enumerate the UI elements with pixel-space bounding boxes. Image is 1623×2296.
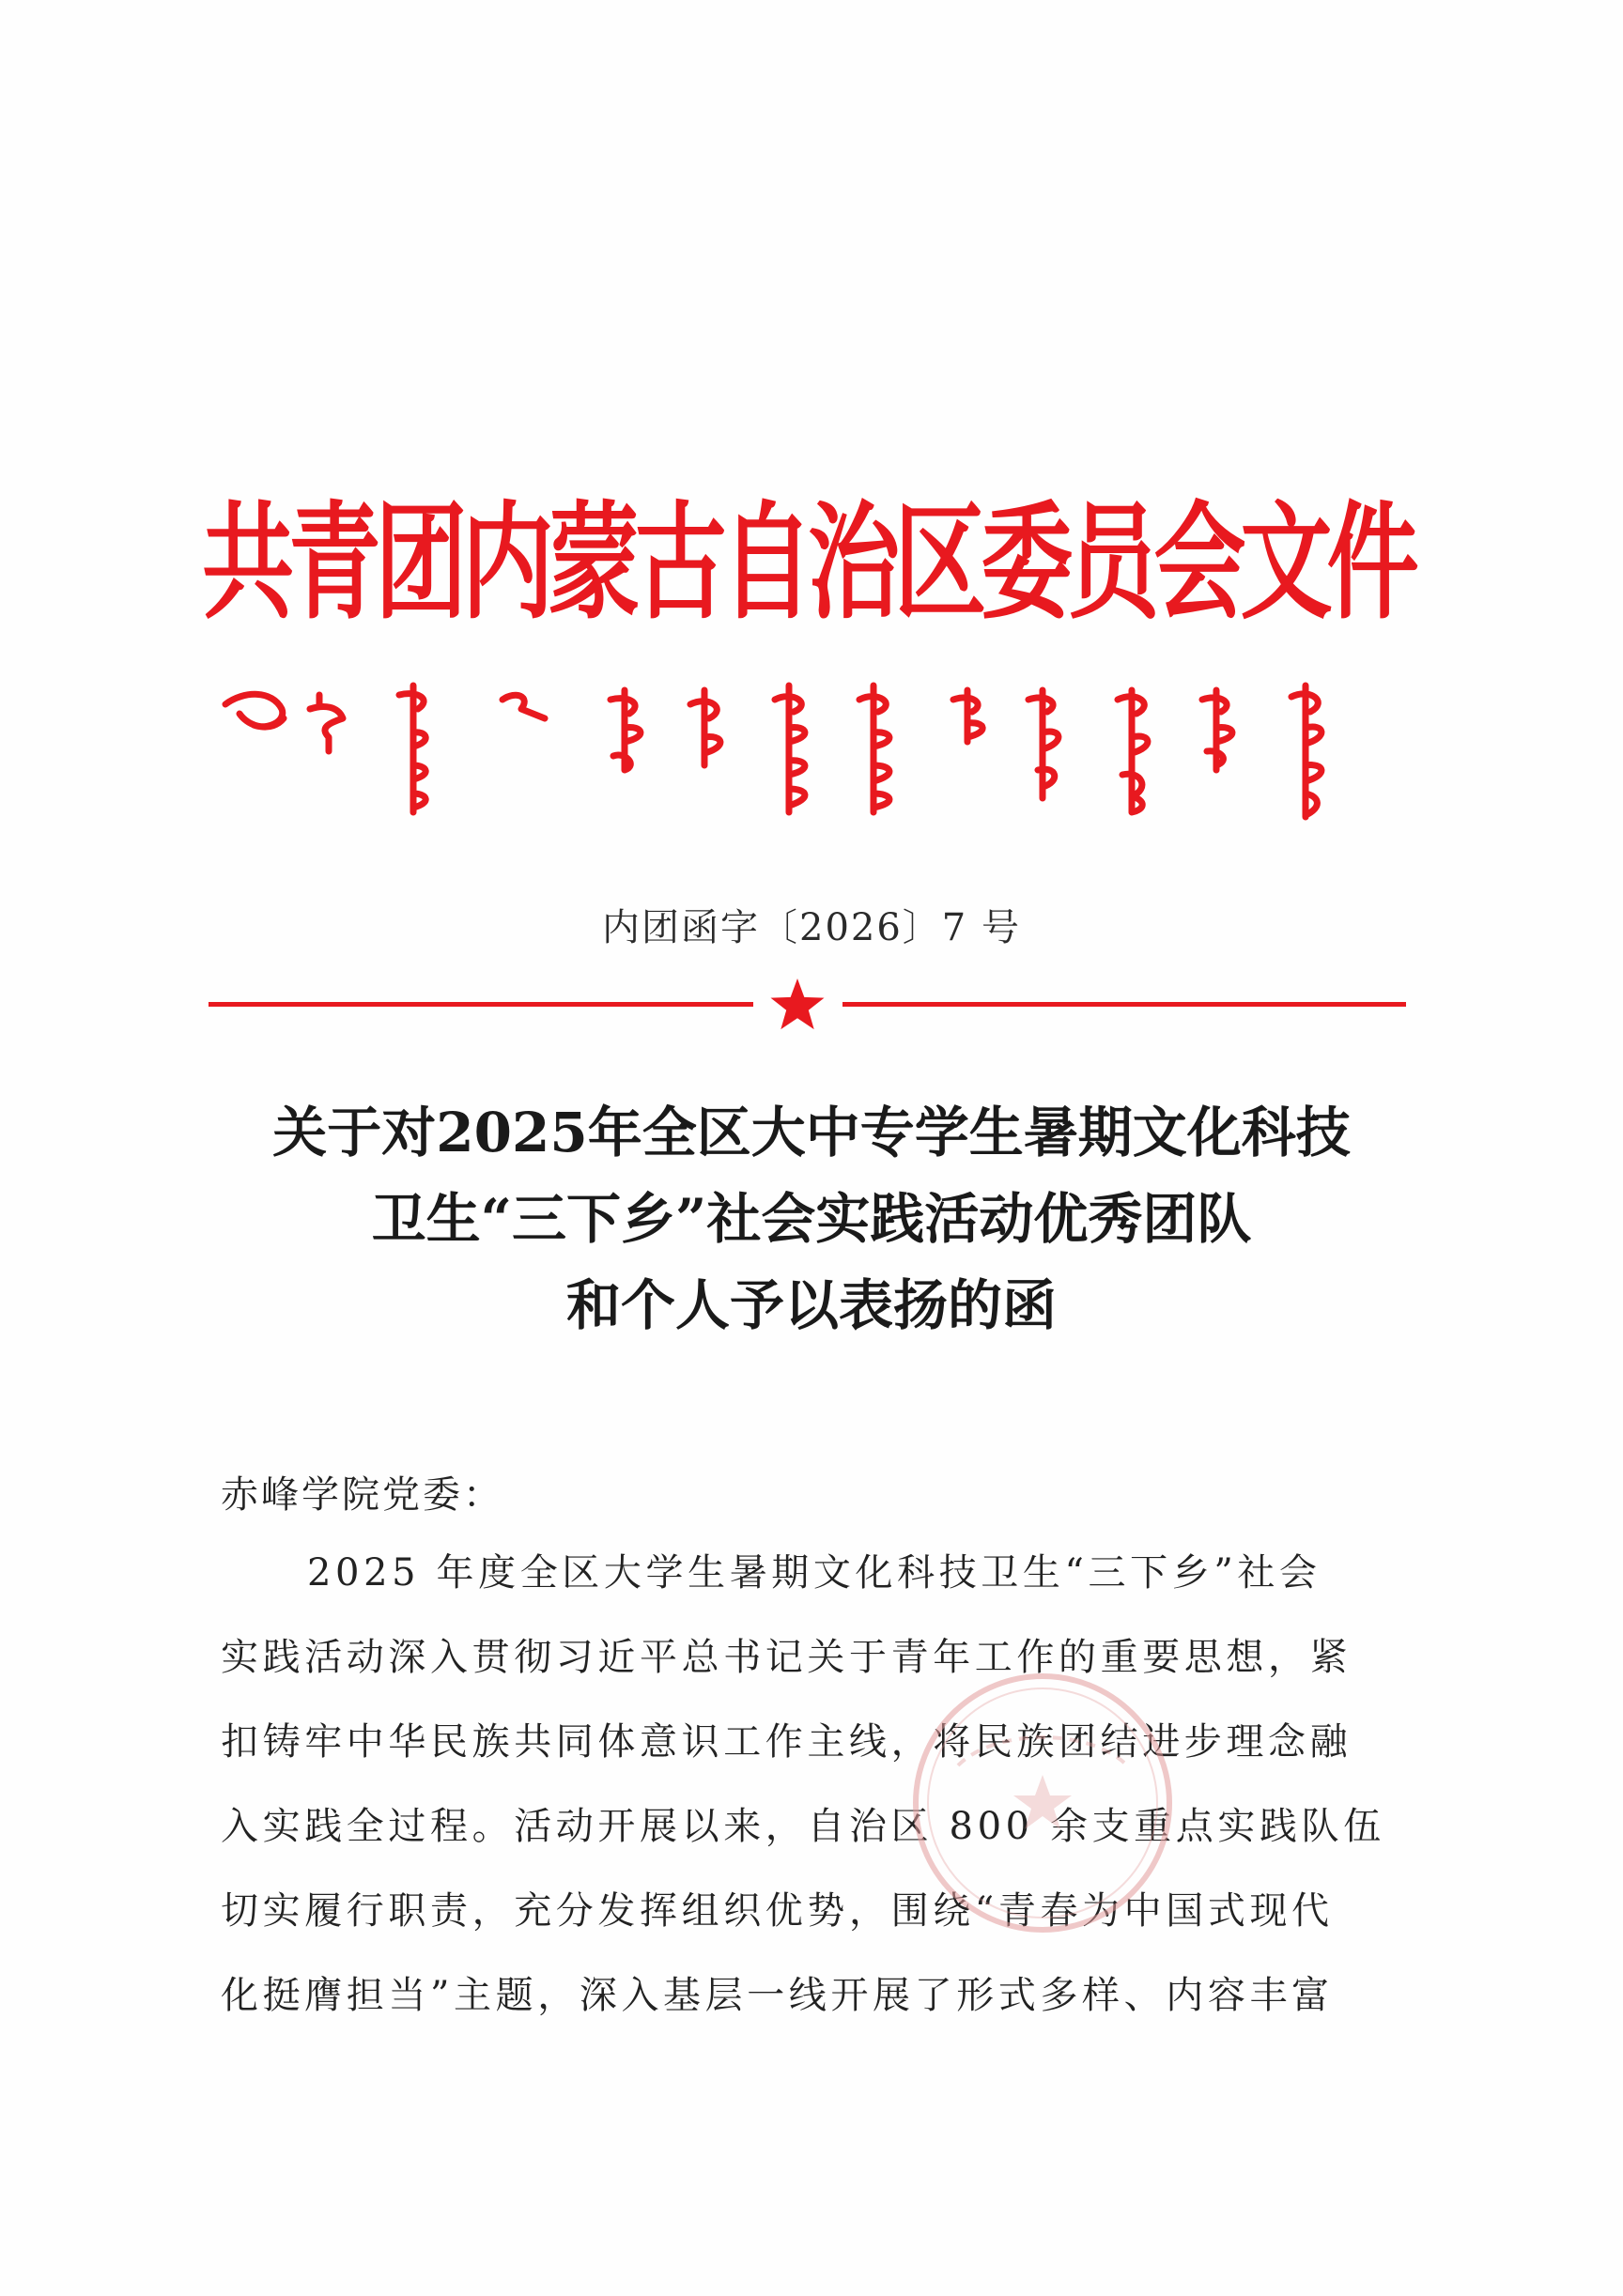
title-line: 卫生“三下乡”社会实践活动优秀团队 (371, 1187, 1252, 1251)
star-icon (771, 978, 825, 1029)
document-title (150, 1089, 1473, 1348)
body-line: 实践活动深入贯彻习近平总书记关于青年工作的重要思想，紧 (221, 1636, 1352, 1679)
body-line: 入实践全过程。活动开展以来，自治区 800 余支重点实践队伍 (221, 1805, 1385, 1848)
salutation: 赤峰学院党委： (221, 1473, 503, 1517)
body-text (221, 1545, 1385, 2052)
title-line: 和个人予以表扬的函 (565, 1273, 1057, 1337)
body-line: 切实履行职责，充分发挥组织优势，围绕“青春为中国式现代 (221, 1889, 1334, 1933)
title-line: 关于对2025年全区大中专学生暑期文化科技 (272, 1101, 1351, 1164)
mongolian-masthead-script (202, 676, 1399, 822)
document-number: 内团函字〔2026〕7 号 (602, 906, 1021, 949)
masthead-title: 共青团内蒙古自治区委员会文件 (202, 488, 1414, 638)
masthead (188, 470, 1428, 657)
body-line: 扣铸牢中华民族共同体意识工作主线，将民族团结进步理念融 (221, 1720, 1352, 1764)
divider-line-left (209, 1002, 753, 1007)
body-line: 2025 年度全区大学生暑期文化科技卫生“三下乡”社会 (307, 1551, 1322, 1595)
body-line: 化挺膺担当”主题，深入基层一线开展了形式多样、内容丰富 (221, 1974, 1334, 2017)
red-divider (209, 977, 1406, 1033)
divider-line-right (842, 1002, 1406, 1007)
